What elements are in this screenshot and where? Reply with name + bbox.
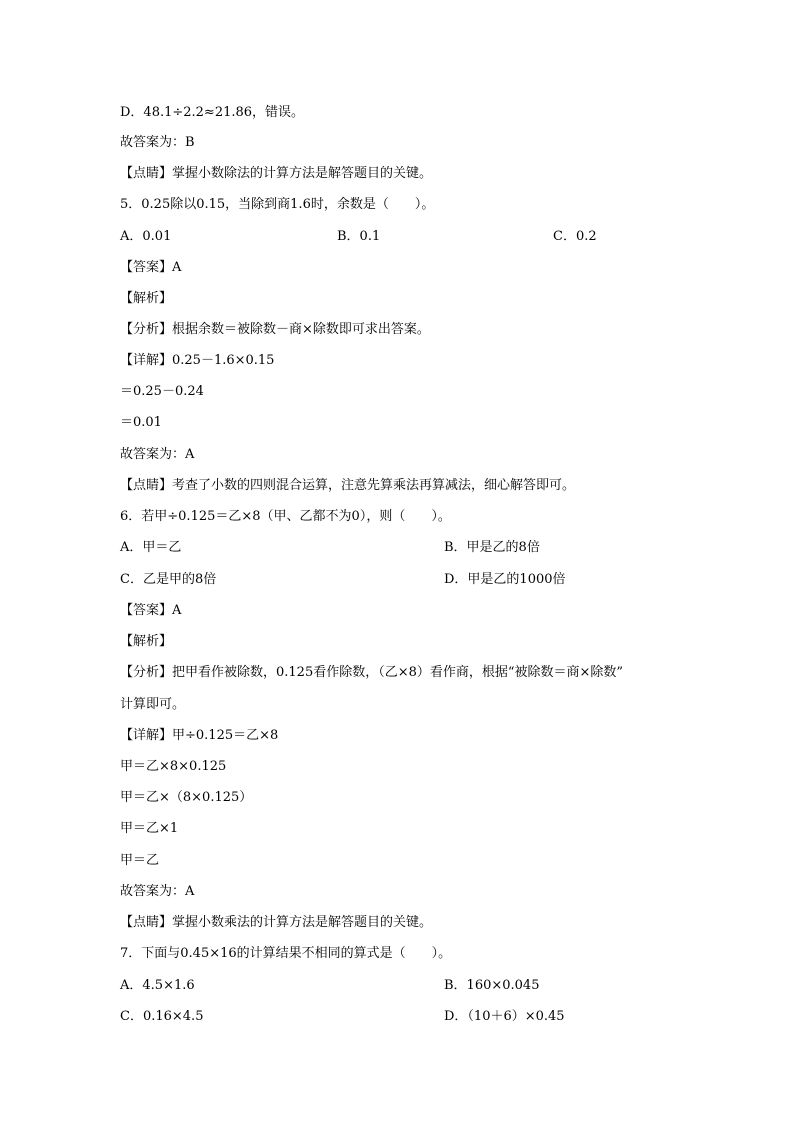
q7-option-b: B．160×0.045 bbox=[444, 978, 540, 993]
q5-answer-text: 故答案为：A bbox=[120, 447, 195, 462]
q6-question: 6．若甲÷0.125＝乙×8（甲、乙都不为0），则（ ）。 bbox=[120, 509, 451, 524]
q5-analysis: 【分析】根据余数＝被除数－商×除数即可求出答案。 bbox=[120, 322, 430, 337]
q4-option-d-text: D．48.1÷2.2≈21.86，错误。 bbox=[120, 105, 305, 120]
q6-answer-text: 故答案为：A bbox=[120, 884, 195, 899]
q6-step-2: 甲＝乙×（8×0.125） bbox=[120, 790, 253, 805]
q5-question: 5．0.25除以0.15，当除到商1.6时，余数是（ ）。 bbox=[120, 197, 435, 212]
q4-tip: 【点睛】掌握小数除法的计算方法是解答题目的关键。 bbox=[120, 166, 433, 181]
q7-option-d: D．（10＋6）×0.45 bbox=[444, 1009, 565, 1024]
q6-detail: 【详解】甲÷0.125＝乙×8 bbox=[120, 728, 279, 743]
q7-question: 7．下面与0.45×16的计算结果不相同的算式是（ ）。 bbox=[120, 946, 452, 961]
q6-analysis: 【分析】把甲看作被除数，0.125看作除数，（乙×8）看作商，根据“被除数＝商×除数” bbox=[120, 665, 624, 680]
q5-option-b: B．0.1 bbox=[337, 229, 381, 244]
q6-option-d: D．甲是乙的1000倍 bbox=[444, 572, 566, 587]
q6-analysis-heading: 【解析】 bbox=[120, 634, 173, 649]
q6-answer: 【答案】A bbox=[120, 603, 182, 618]
q5-option-a: A．0.01 bbox=[120, 229, 172, 244]
q5-step-2: ＝0.01 bbox=[120, 415, 162, 430]
q5-analysis-heading: 【解析】 bbox=[120, 291, 173, 306]
q6-option-a: A．甲＝乙 bbox=[120, 540, 182, 555]
q7-option-a: A．4.5×1.6 bbox=[120, 978, 195, 993]
q6-tip: 【点睛】掌握小数乘法的计算方法是解答题目的关键。 bbox=[120, 915, 433, 930]
q5-option-c: C．0.2 bbox=[553, 229, 597, 244]
q6-option-c: C．乙是甲的8倍 bbox=[120, 572, 217, 587]
q6-step-1: 甲＝乙×8×0.125 bbox=[120, 759, 227, 774]
q5-tip: 【点睛】考查了小数的四则混合运算，注意先算乘法再算减法，细心解答即可。 bbox=[120, 478, 576, 493]
q5-detail: 【详解】0.25－1.6×0.15 bbox=[120, 353, 275, 368]
q6-analysis-cont: 计算即可。 bbox=[120, 697, 186, 712]
q4-answer-text: 故答案为：B bbox=[120, 135, 195, 150]
q6-step-4: 甲＝乙 bbox=[120, 853, 160, 868]
q5-answer: 【答案】A bbox=[120, 260, 182, 275]
q6-option-b: B．甲是乙的8倍 bbox=[444, 540, 540, 555]
q5-step-1: ＝0.25－0.24 bbox=[120, 384, 204, 399]
q7-option-c: C．0.16×4.5 bbox=[120, 1009, 204, 1024]
q6-step-3: 甲＝乙×1 bbox=[120, 821, 179, 836]
